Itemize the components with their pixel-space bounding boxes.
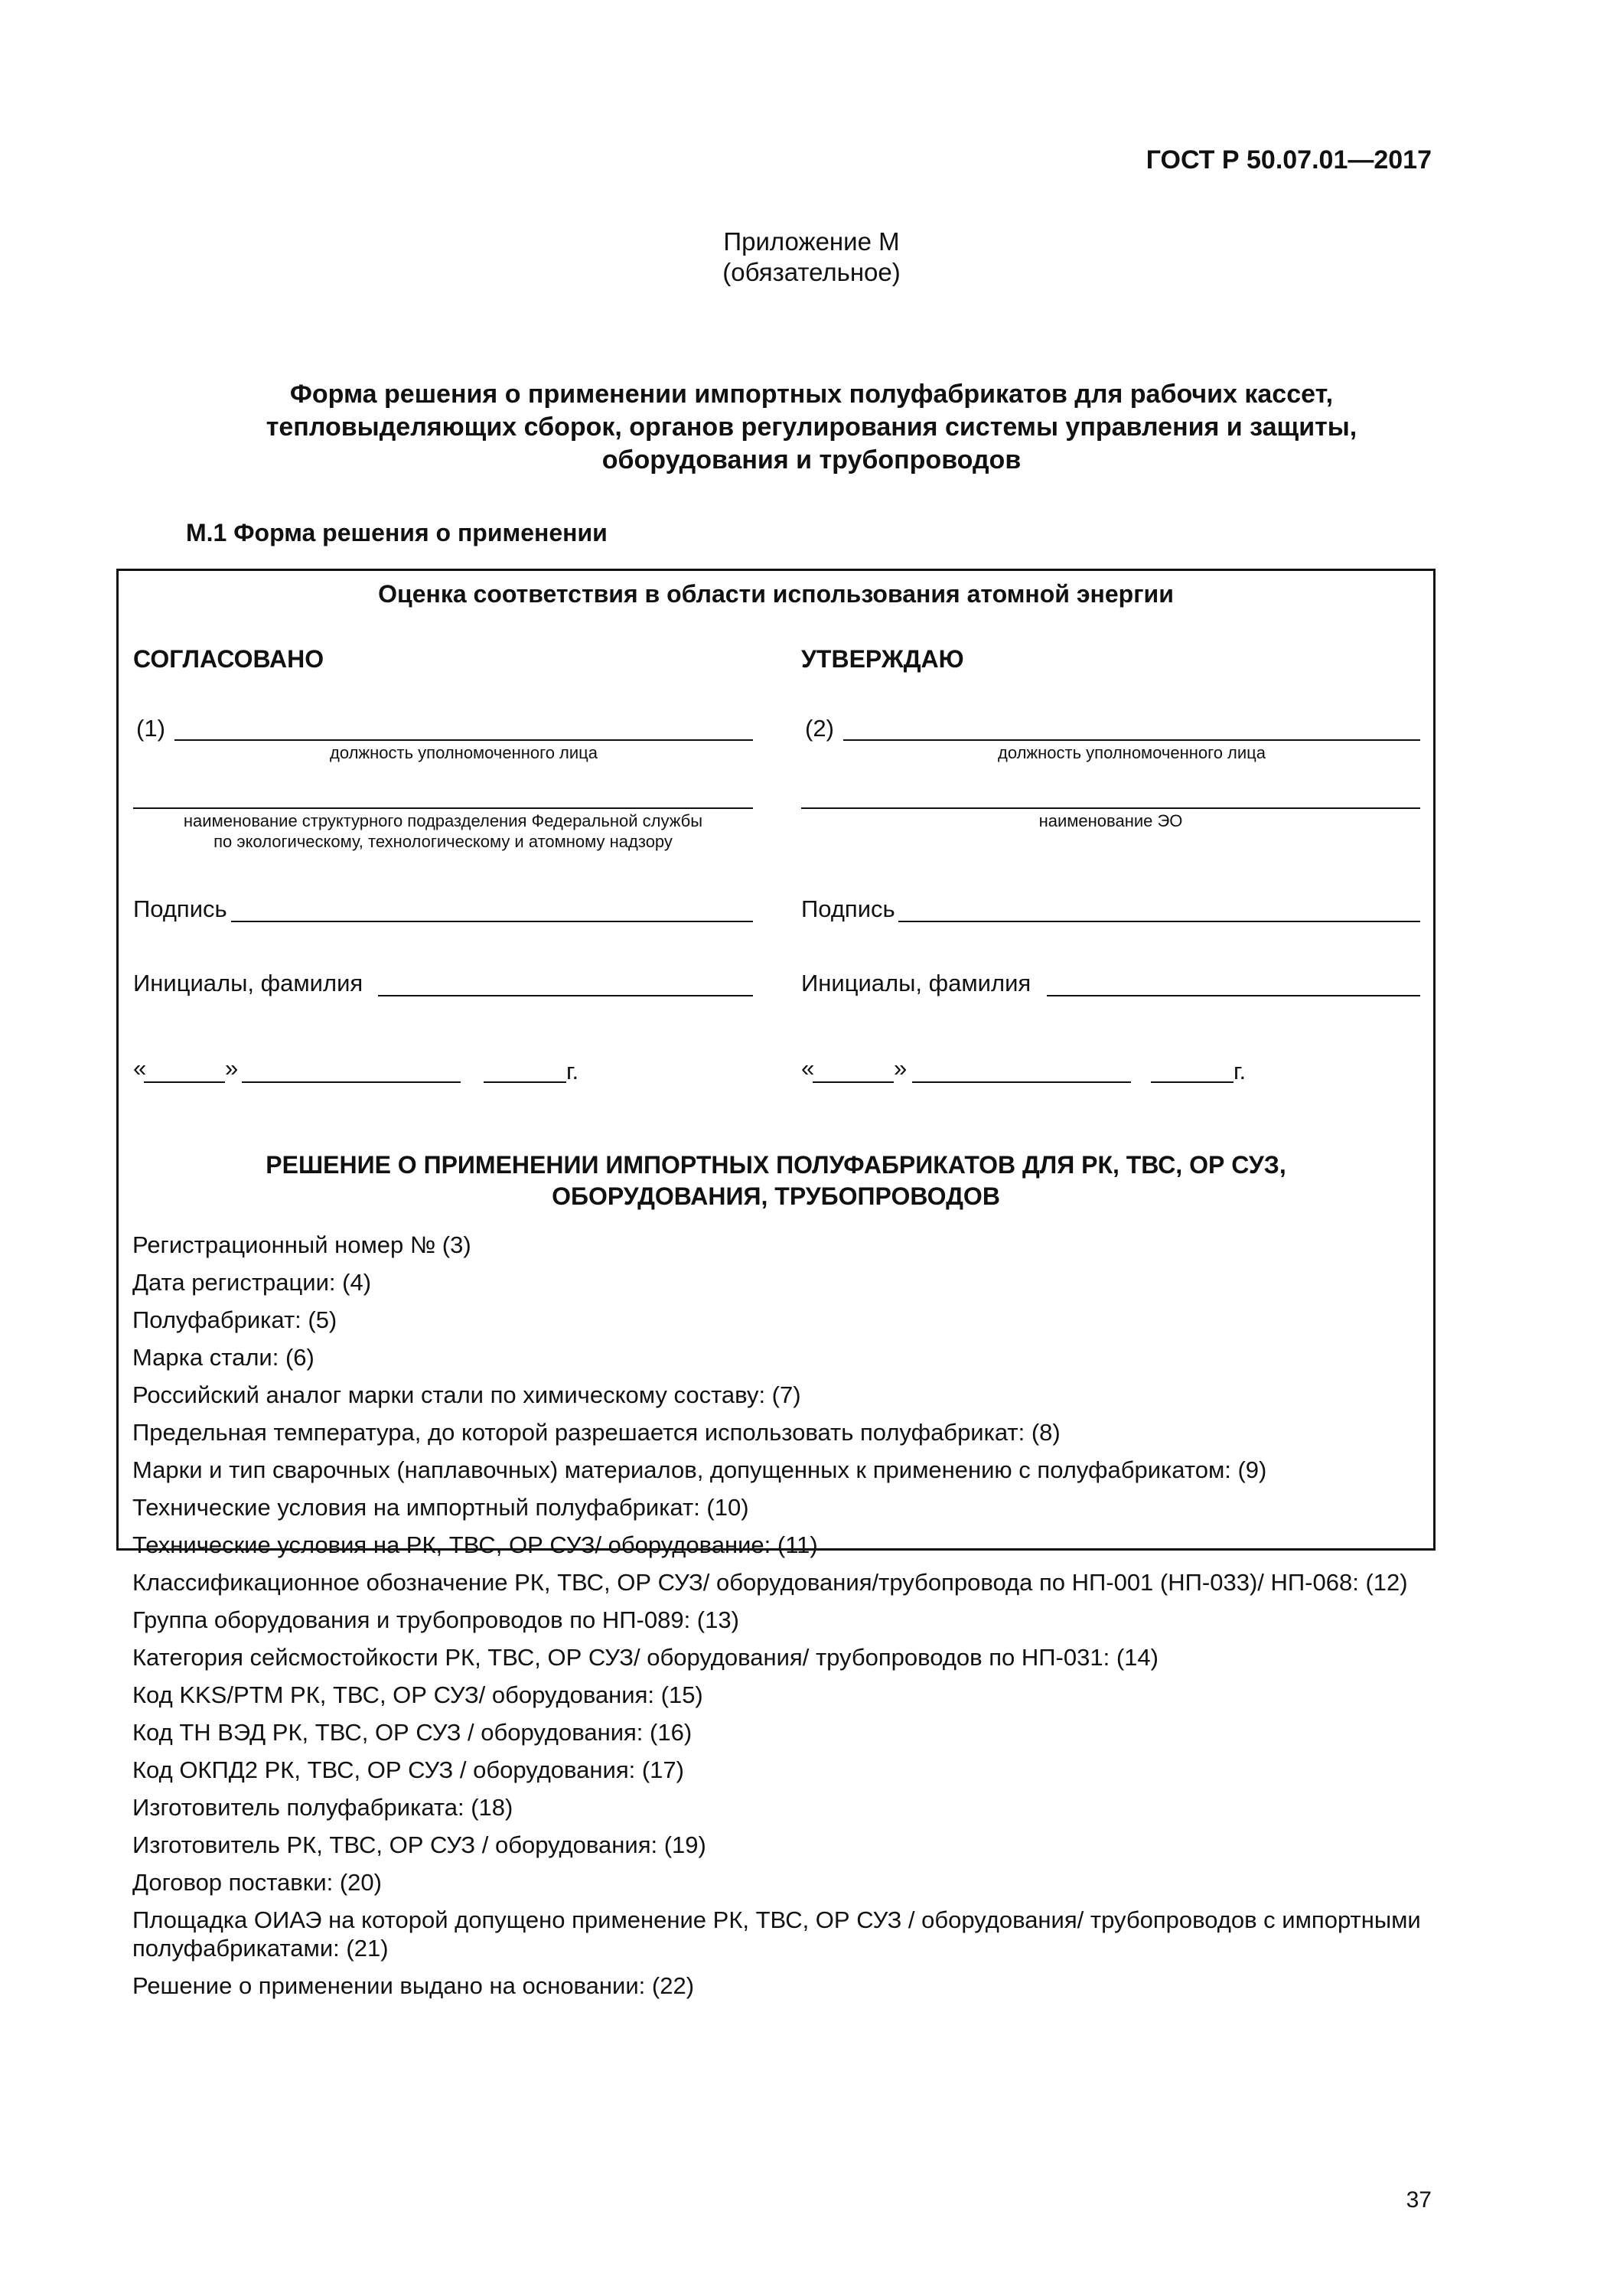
decision-fields-list — [132, 1231, 1426, 2009]
right-year-suffix: г. — [1234, 1058, 1247, 1084]
form-title-line: оборудования и трубопроводов — [601, 445, 1022, 475]
right-date-close-quote: » — [894, 1055, 908, 1081]
decision-field: Технические условия на РК, ТВС, ОР СУЗ/ оборудование: (11) — [132, 1531, 818, 1558]
right-org-line[interactable] — [801, 807, 1420, 809]
decision-field: Код ОКПД2 РК, ТВС, ОР СУЗ / оборудования: (17) — [132, 1756, 684, 1783]
form-title-line: тепловыделяющих сборок, органов регулирования системы управления и защиты, — [266, 413, 1357, 442]
left-field-number: (1) — [136, 715, 165, 742]
right-date-open-quote: « — [801, 1055, 815, 1081]
left-position-caption: должность уполномоченного лица — [329, 743, 598, 762]
decision-field: Изготовитель РК, ТВС, ОР СУЗ / оборудования: (19) — [132, 1831, 706, 1858]
approve-heading: УТВЕРЖДАЮ — [801, 645, 964, 673]
right-year-line[interactable] — [1151, 1081, 1234, 1083]
decision-title-line: РЕШЕНИЕ О ПРИМЕНЕНИИ ИМПОРТНЫХ ПОЛУФАБРИКАТОВ ДЛЯ РК, ТВС, ОР СУЗ, — [266, 1151, 1286, 1179]
left-month-line[interactable] — [242, 1081, 461, 1083]
frame-title: Оценка соответствия в области использования атомной энергии — [378, 580, 1174, 608]
right-signature-line[interactable] — [898, 921, 1420, 922]
left-day-line[interactable] — [144, 1081, 225, 1083]
right-position-caption: должность уполномоченного лица — [997, 743, 1266, 762]
left-org-line[interactable] — [133, 807, 753, 809]
right-initials-label: Инициалы, фамилия — [801, 970, 1031, 996]
left-org-caption-line: наименование структурного подразделения Федеральной службы — [183, 811, 703, 830]
left-signature-label: Подпись — [133, 895, 227, 922]
decision-field: Код ТН ВЭД РК, ТВС, ОР СУЗ / оборудования: (16) — [132, 1719, 693, 1746]
right-position-line[interactable] — [843, 739, 1420, 741]
left-initials-label: Инициалы, фамилия — [133, 970, 363, 996]
decision-field: Договор поставки: (20) — [132, 1869, 382, 1896]
appendix-heading — [0, 227, 1623, 288]
left-org-caption-line: по экологическому, технологическому и атомному надзору — [213, 832, 673, 851]
decision-field: Группа оборудования и трубопроводов по НП-089: (13) — [132, 1606, 739, 1633]
left-date-close-quote: » — [225, 1055, 239, 1081]
decision-field: Изготовитель полуфабриката: (18) — [132, 1794, 513, 1821]
agreed-heading: СОГЛАСОВАНО — [133, 645, 324, 673]
right-day-line[interactable] — [813, 1081, 894, 1083]
decision-field: Категория сейсмостойкости РК, ТВС, ОР СУЗ/ оборудования/ трубопроводов по НП-031: (14) — [132, 1644, 1159, 1671]
decision-field: Решение о применении выдано на основании: (22) — [132, 1972, 695, 1999]
appendix-type: (обязательное) — [722, 258, 901, 286]
decision-field: Площадка ОИАЭ на которой допущено применение РК, ТВС, ОР СУЗ / оборудования/ трубопроводов с импортными полуфабрикатами: (21) — [132, 1906, 1421, 1962]
decision-field: Марки и тип сварочных (наплавочных) материалов, допущенных к применению с полуфабрикатом: (9) — [132, 1456, 1267, 1483]
appendix-title: Приложение М — [723, 227, 900, 256]
left-org-caption — [133, 810, 753, 852]
decision-title-line: ОБОРУДОВАНИЯ, ТРУБОПРОВОДОВ — [552, 1182, 1000, 1210]
decision-field: Регистрационный номер № (3) — [132, 1231, 471, 1258]
right-field-number: (2) — [805, 715, 834, 742]
decision-field: Российский аналог марки стали по химическому составу: (7) — [132, 1381, 801, 1408]
right-org-caption: наименование ЭО — [1038, 811, 1183, 830]
left-date-open-quote: « — [133, 1055, 147, 1081]
decision-field: Классификационное обозначение РК, ТВС, ОР СУЗ/ оборудования/трубопровода по НП-001 (НП-033)/ НП-068: (12) — [132, 1569, 1408, 1596]
decision-field: Марка стали: (6) — [132, 1344, 314, 1371]
left-signature-line[interactable] — [231, 921, 753, 922]
left-year-suffix: г. — [566, 1058, 579, 1084]
right-initials-line[interactable] — [1047, 995, 1420, 996]
page-number: 37 — [1406, 2187, 1432, 2213]
decision-title — [116, 1150, 1436, 1212]
left-position-line[interactable] — [174, 739, 753, 741]
decision-field: Код KKS/PTM РК, ТВС, ОР СУЗ/ оборудования: (15) — [132, 1681, 703, 1708]
section-heading: М.1 Форма решения о применении — [186, 519, 608, 546]
form-title-line: Форма решения о применении импортных полуфабрикатов для рабочих кассет, — [289, 380, 1334, 409]
standard-designation: ГОСТ Р 50.07.01—2017 — [1146, 145, 1432, 174]
decision-field: Полуфабрикат: (5) — [132, 1306, 337, 1333]
right-month-line[interactable] — [912, 1081, 1131, 1083]
decision-field: Предельная температура, до которой разрешается использовать полуфабрикат: (8) — [132, 1419, 1061, 1446]
left-initials-line[interactable] — [378, 995, 753, 996]
form-title — [0, 378, 1623, 477]
decision-field: Технические условия на импортный полуфабрикат: (10) — [132, 1494, 749, 1521]
decision-field: Дата регистрации: (4) — [132, 1269, 372, 1296]
right-signature-label: Подпись — [801, 895, 895, 922]
left-year-line[interactable] — [484, 1081, 566, 1083]
